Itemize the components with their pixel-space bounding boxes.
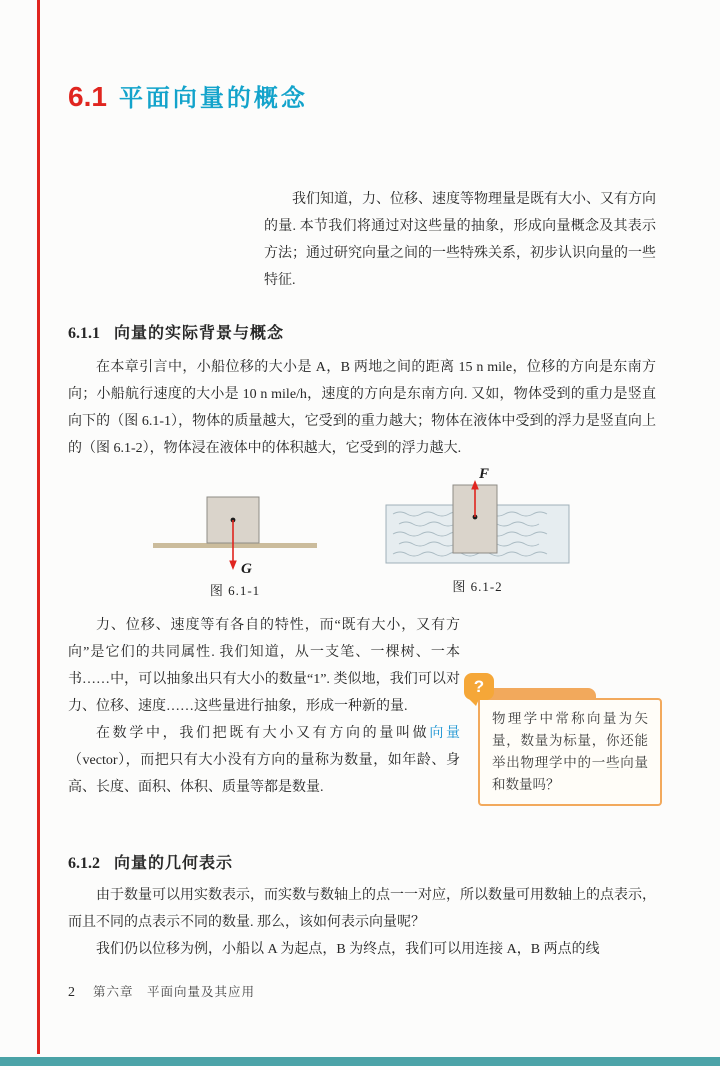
term-vector: 向量 [429, 726, 461, 741]
body-column [68, 882, 656, 963]
ground-surface [153, 543, 317, 548]
footer-chapter: 第六章 平面向量及其应用 [93, 985, 256, 999]
gravity-arrowhead [229, 561, 237, 571]
para3-before: 在数学中，我们把既有大小又有方向的量叫做 [96, 726, 430, 741]
page-number: 2 [68, 985, 75, 1000]
margin-note-text: 物理学中常称向量为矢量，数量为标量，你还能举出物理学中的一些向量和数量吗？ [478, 698, 662, 806]
buoyancy-vector-label: F [479, 466, 490, 482]
note-folder-tab [478, 688, 596, 698]
subsection-title: 向量的几何表示 [114, 855, 234, 872]
para3-after: （vector），而把只有大小没有方向的量称为数量，如年龄、身高、长度、面积、体积、质量等都是数量. [68, 753, 460, 795]
figure-buoyancy-drawing [385, 466, 570, 568]
bottom-accent-bar [0, 1057, 720, 1066]
section-title-text: 平面向量的概念 [118, 85, 308, 112]
page-title [68, 78, 308, 113]
section-number: 6.1 [68, 81, 107, 112]
gravity-vector-label: G [241, 561, 252, 576]
question-icon: ? [464, 673, 494, 700]
subsection-number: 6.1.1 [68, 325, 100, 342]
subsection-title: 向量的实际背景与概念 [114, 325, 285, 342]
intro-paragraph: 我们知道，力、位移、速度等物理量是既有大小、又有方向的量. 本节我们将通过对这些量的抽象，形成向量概念及其表示方法；通过研究向量之间的一些特殊关系，初步认识向量的一些特征. [264, 192, 656, 288]
body-paragraph [68, 720, 460, 801]
body-paragraph: 力、位移、速度等有各自的特性，而“既有大小，又有方向”是它们的共同属性. 我们知道，从一支笔、一棵树、一本书……中，可以抽象出只有大小的数量“1”. 类似地，我们可以对力、位移、速度……这些量进行抽象，形成一种新的量. [68, 618, 460, 714]
spine-accent-line [37, 0, 40, 1054]
subsection-number: 6.1.2 [68, 855, 100, 872]
subsection-heading-612 [68, 850, 233, 873]
body-paragraph: 在本章引言中，小船位移的大小是 A，B 两地之间的距离 15 n mile，位移的方向是东南方向；小船航行速度的大小是 10 n mile/h，速度的方向是东南方向. 又如，物体受到的重力是竖直向下的（图 6.1-1），物体的质量越大，它受到的重力越大；物体在液体中受到的浮力是竖直向上的（图 6.1-2），物体浸在液体中的体积越大，它受到的浮力越大. [68, 360, 656, 456]
body-paragraph: 由于数量可以用实数表示，而实数与数轴上的点一一对应，所以数量可用数轴上的点表示，而且不同的点表示不同的数量. 那么，该如何表示向量呢？ [68, 888, 656, 930]
body-paragraph: 我们仍以位移为例，小船以 A 为起点，B 为终点，我们可以用连接 A，B 两点的线 [96, 942, 600, 957]
body-column [68, 612, 460, 801]
margin-note [473, 676, 662, 806]
figure-gravity-drawing [150, 466, 320, 576]
figure-caption: 图 6.1-2 [452, 579, 503, 594]
subsection-heading-611 [68, 320, 284, 343]
figure-caption: 图 6.1-1 [209, 583, 261, 598]
figure-gravity [150, 466, 320, 599]
figure-buoyancy [385, 466, 570, 595]
page-footer [68, 982, 255, 1001]
